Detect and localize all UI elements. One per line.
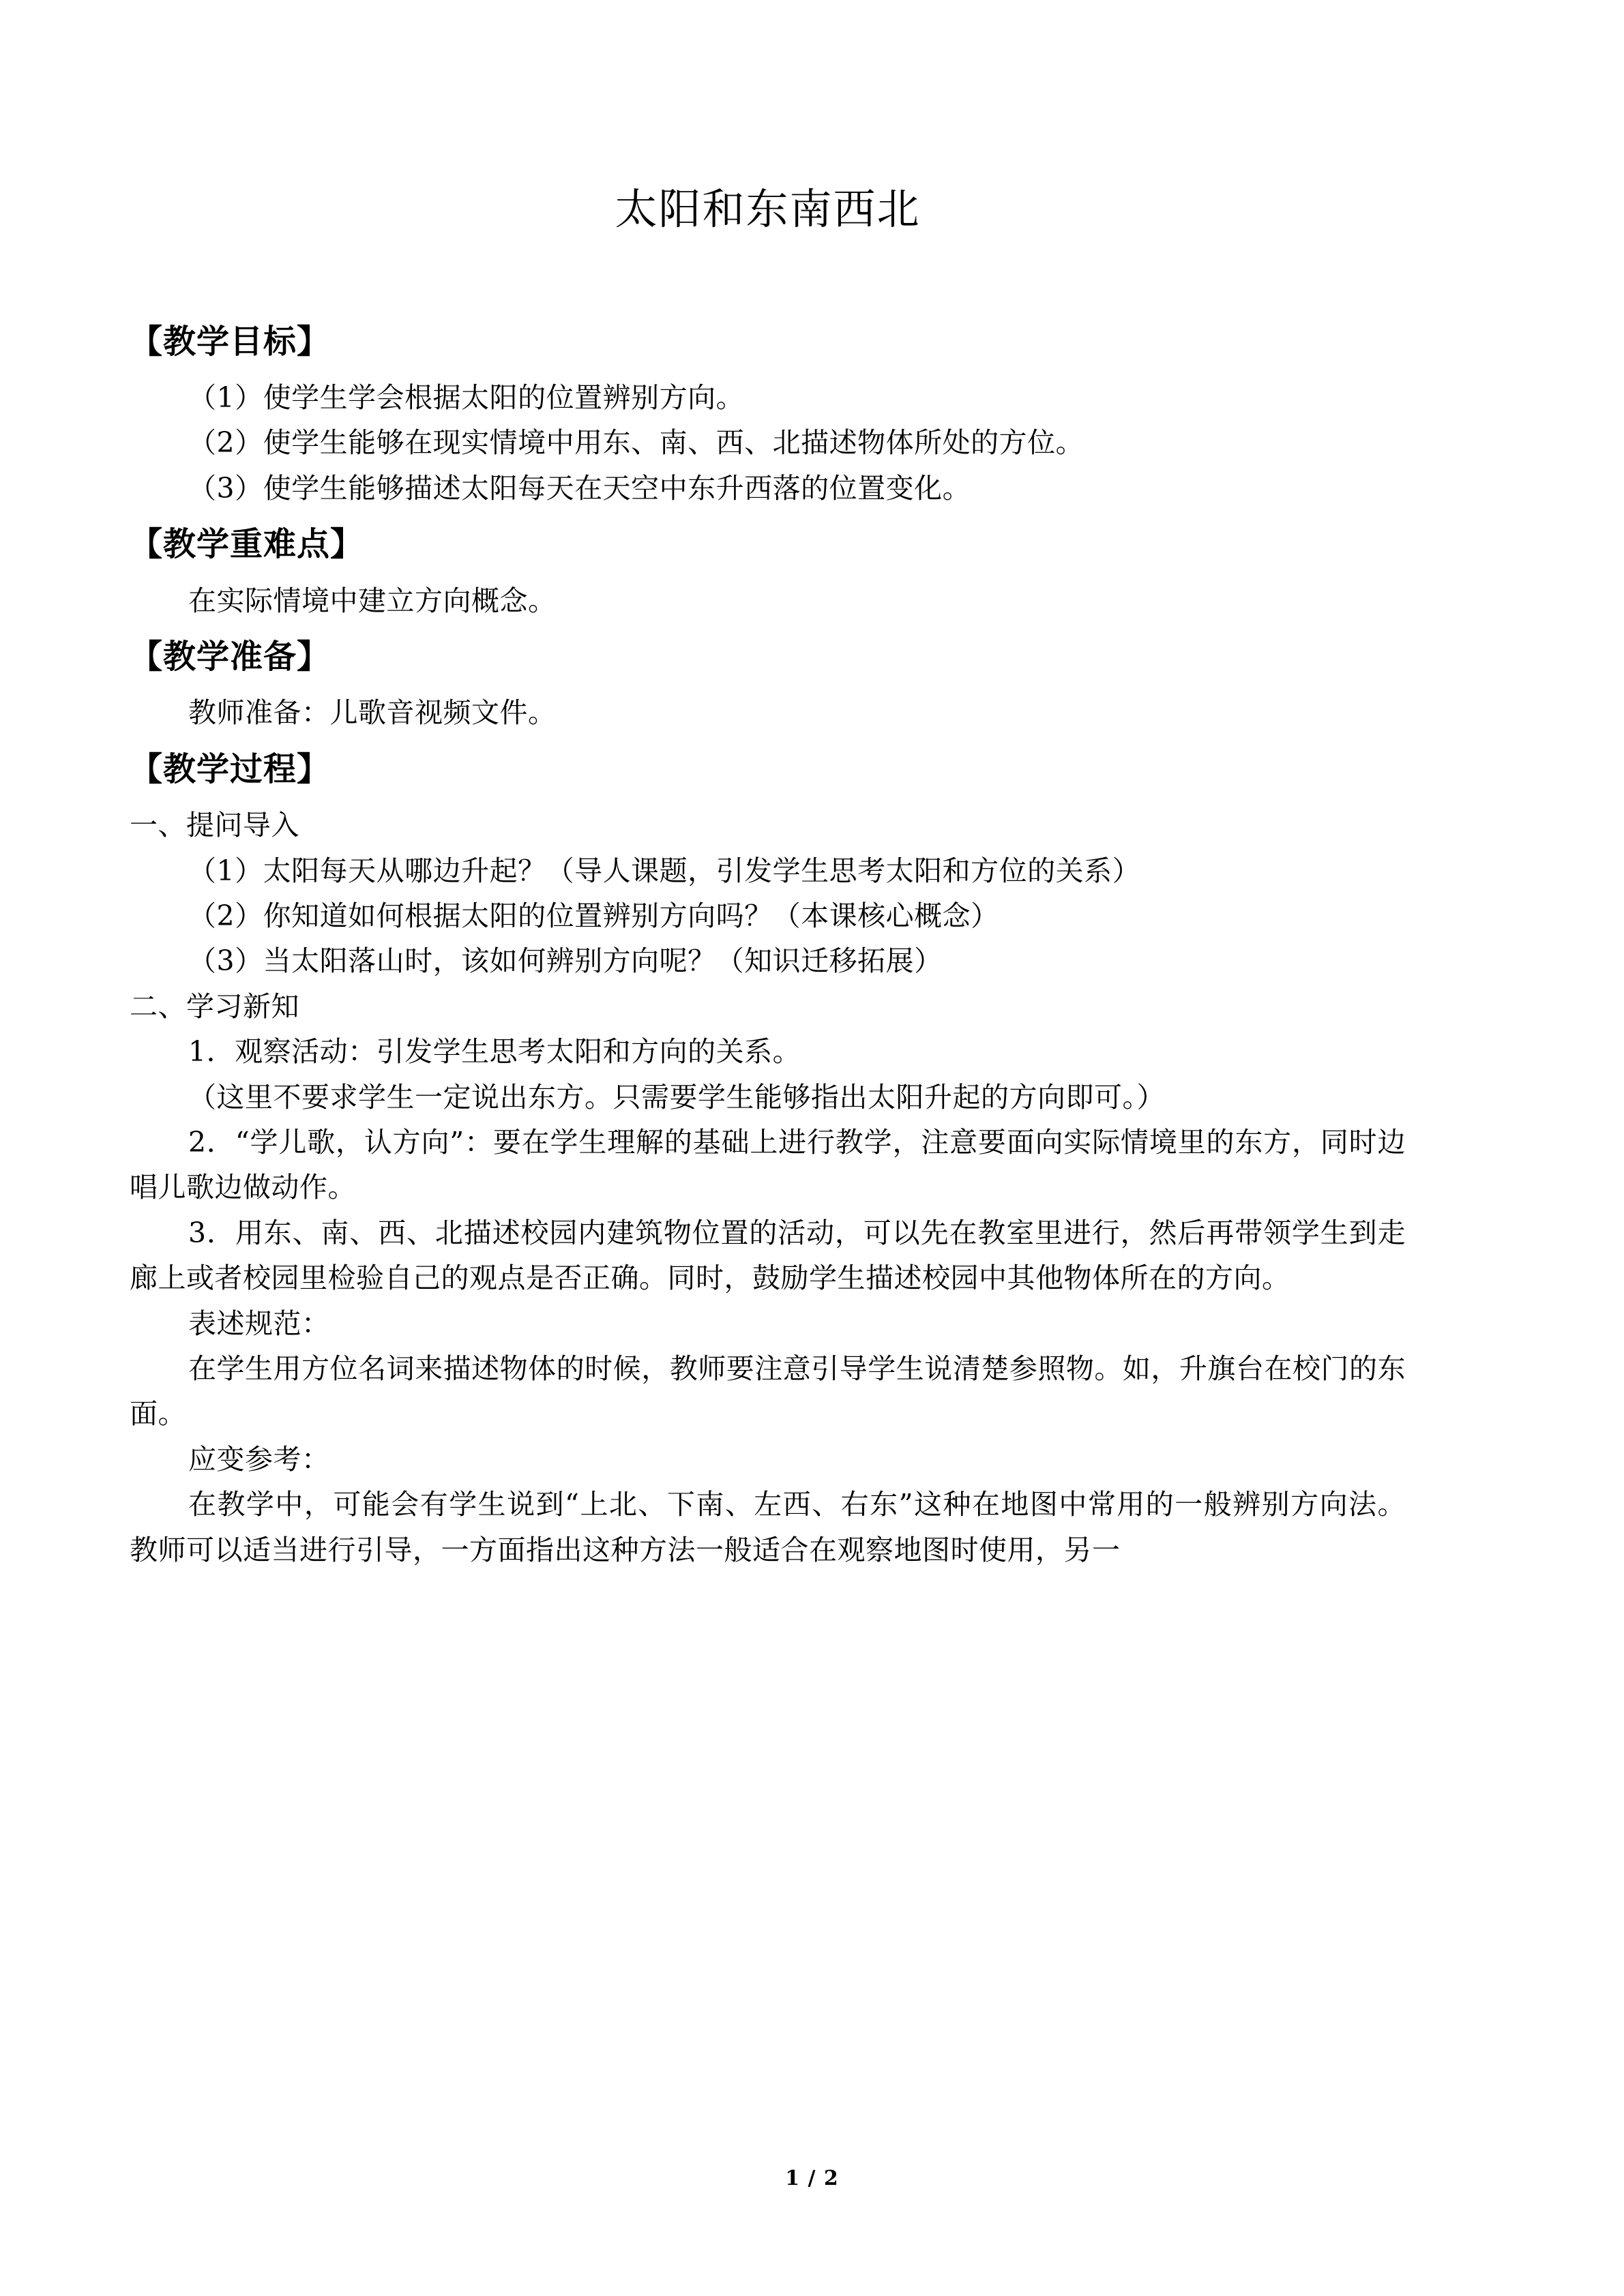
- title-spacer: [130, 236, 1406, 316]
- expression-norm-label: 表述规范：: [188, 1307, 330, 1340]
- process-part-two-item-2: 2．“学儿歌，认方向”：要在学生理解的基础上进行教学，注意要面向实际情境里的东方，同时边唱儿歌边做动作。: [130, 1125, 1406, 1204]
- process-part-one-heading: 一、提问导入: [130, 809, 299, 842]
- heading-key-difficulties: 【教学重难点】: [130, 525, 364, 564]
- spacer: [130, 511, 1406, 519]
- spacer: [130, 682, 1406, 690]
- heading-teaching-objectives: 【教学目标】: [130, 322, 331, 361]
- process-part-two-item-1: 1．观察活动：引发学生思考太阳和方向的关系。: [188, 1035, 801, 1069]
- spacer: [130, 736, 1406, 744]
- process-part-one-item-3: （3）当太阳落山时，该如何辨别方向呢？（知识迁移拓展）: [188, 944, 943, 978]
- process-part-one-item-2: （2）你知道如何根据太阳的位置辨别方向吗？（本课核心概念）: [188, 899, 999, 932]
- spacer: [130, 367, 1406, 375]
- process-part-two-item-1-note: （这里不要求学生一定说出东方。只需要学生能够指出太阳升起的方向即可。）: [188, 1080, 1165, 1114]
- objective-item-1: （1）使学生学会根据太阳的位置辨别方向。: [188, 381, 745, 414]
- preparation-body: 教师准备：儿歌音视频文件。: [188, 696, 557, 730]
- heading-preparation: 【教学准备】: [130, 637, 331, 676]
- spacer: [130, 794, 1406, 803]
- adaptation-reference-label: 应变参考：: [188, 1442, 330, 1476]
- process-part-one-item-1: （1）太阳每天从哪边升起？（导人课题，引发学生思考太阳和方位的关系）: [188, 854, 1141, 887]
- adaptation-reference-body: 在教学中，可能会有学生说到“上北、下南、左西、右东”这种在地图中常用的一般辨别方向法。教师可以适当进行引导，一方面指出这种方法一般适合在观察地图时使用，另一: [130, 1488, 1406, 1566]
- objective-item-3: （3）使学生能够描述太阳每天在天空中东升西落的位置变化。: [188, 471, 971, 505]
- process-part-two-heading: 二、学习新知: [130, 989, 299, 1023]
- expression-norm-body: 在学生用方位名词来描述物体的时候，教师要注意引导学生说清楚参照物。如，升旗台在校门的东面。: [130, 1352, 1406, 1431]
- spacer: [130, 623, 1406, 631]
- page-title: 太阳和东南西北: [615, 184, 921, 234]
- heading-teaching-process: 【教学过程】: [130, 749, 331, 788]
- objective-item-2: （2）使学生能够在现实情境中用东、南、西、北描述物体所处的方位。: [188, 426, 1084, 460]
- spacer: [130, 570, 1406, 578]
- process-part-two-item-3: 3．用东、南、西、北描述校园内建筑物位置的活动，可以先在教室里进行，然后再带领学生到走廊上或者校园里检验自己的观点是否正确。同时，鼓励学生描述校园中其他物体所在的方向。: [130, 1216, 1406, 1295]
- page-number: 1 / 2: [785, 2166, 839, 2190]
- key-difficulties-body: 在实际情境中建立方向概念。: [188, 584, 557, 617]
